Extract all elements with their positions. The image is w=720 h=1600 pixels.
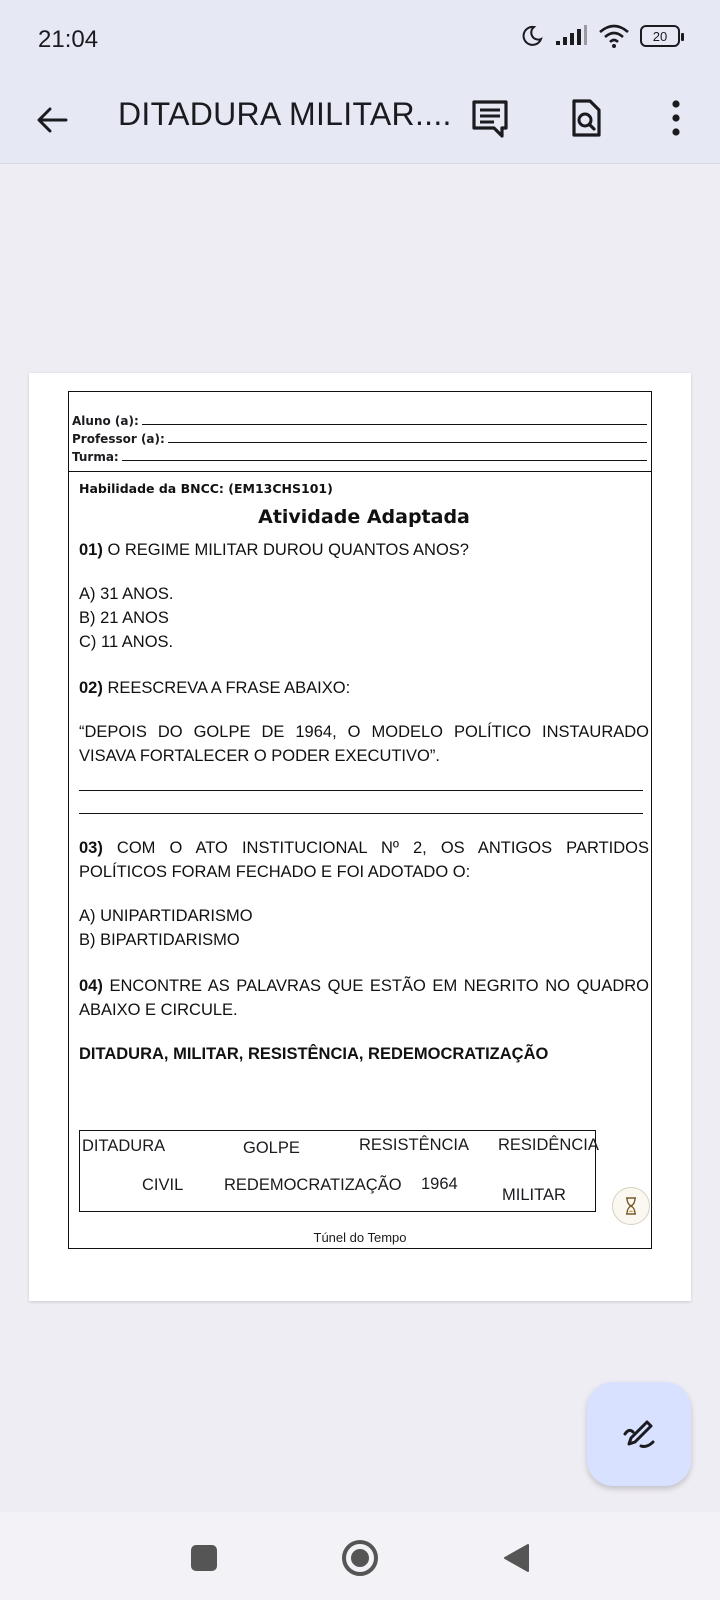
status-time: 21:04 <box>38 26 99 53</box>
battery-icon <box>640 25 680 47</box>
question-3: 03) COM O ATO INSTITUCIONAL Nº 2, OS ANTIGOS PARTIDOS POLÍTICOS FORAM FECHADO E FOI ADOTADO O: <box>79 839 649 881</box>
moon-icon <box>520 24 544 48</box>
recents-button[interactable] <box>184 1538 224 1578</box>
tunel-do-tempo-logo <box>612 1187 650 1225</box>
status-bar <box>0 0 720 78</box>
home-circle-icon <box>341 1539 379 1577</box>
comment-icon <box>470 98 510 138</box>
comments-button[interactable] <box>464 92 516 144</box>
document-title: DITADURA MILITAR.... <box>118 96 452 132</box>
word: DITADURA <box>82 1137 166 1155</box>
search-document-button[interactable] <box>560 92 612 144</box>
signal-icon <box>554 25 588 47</box>
search-document-icon <box>566 98 606 138</box>
word: 1964 <box>421 1175 458 1193</box>
answer-line <box>79 768 643 791</box>
edit-fab[interactable] <box>587 1382 691 1486</box>
q3-option-b: B) BIPARTIDARISMO <box>79 931 240 949</box>
more-vert-icon <box>666 98 686 138</box>
more-options-button[interactable] <box>650 92 702 144</box>
recents-square-icon <box>190 1544 218 1572</box>
word: REDEMOCRATIZAÇÃO <box>224 1176 402 1194</box>
q1-option-a: A) 31 ANOS. <box>79 585 174 603</box>
q1-option-c: C) 11 ANOS. <box>79 633 174 651</box>
class-field: Turma: <box>72 446 647 464</box>
q2-quote: “DEPOIS DO GOLPE DE 1964, O MODELO POLÍTICO INSTAURADO VISAVA FORTALECER O PODER EXECUTIVO”. <box>79 723 649 765</box>
app-bar <box>0 78 720 164</box>
student-info-block <box>69 392 651 472</box>
answer-line <box>79 791 643 814</box>
activity-title: Atividade Adaptada <box>258 506 470 528</box>
word: RESISTÊNCIA <box>359 1136 470 1154</box>
word-search-box <box>79 1130 599 1212</box>
status-icons <box>520 24 680 48</box>
back-button[interactable] <box>30 98 74 142</box>
footer-text: Túnel do Tempo <box>313 1230 407 1245</box>
system-back-button[interactable] <box>496 1538 536 1578</box>
question-2: 02) REESCREVA A FRASE ABAIXO: <box>79 679 351 697</box>
hourglass-icon <box>620 1195 642 1217</box>
bold-words: DITADURA, MILITAR, RESISTÊNCIA, REDEMOCRATIZAÇÃO <box>79 1045 549 1063</box>
document-page[interactable] <box>29 373 691 1301</box>
student-field: Aluno (a): <box>72 410 647 428</box>
q3-option-a: A) UNIPARTIDARISMO <box>79 907 253 925</box>
word: GOLPE <box>243 1139 300 1157</box>
battery-level: 20 <box>652 28 668 44</box>
system-nav-bar <box>0 1512 720 1600</box>
word: RESIDÊNCIA <box>498 1136 599 1154</box>
back-triangle-icon <box>502 1543 530 1573</box>
edit-pen-icon <box>619 1414 659 1454</box>
wifi-icon <box>598 24 630 48</box>
question-1: 01) O REGIME MILITAR DUROU QUANTOS ANOS? <box>79 541 469 559</box>
question-4: 04) ENCONTRE AS PALAVRAS QUE ESTÃO EM NEGRITO NO QUADRO ABAIXO E CIRCULE. <box>79 977 649 1019</box>
teacher-field: Professor (a): <box>72 428 647 446</box>
word: MILITAR <box>502 1186 566 1204</box>
word: CIVIL <box>142 1176 184 1194</box>
bncc-skill: Habilidade da BNCC: (EM13CHS101) <box>79 481 333 496</box>
worksheet-frame <box>68 391 652 1249</box>
q1-option-b: B) 21 ANOS <box>79 609 169 627</box>
back-arrow-icon <box>30 98 74 142</box>
worksheet-content <box>69 472 651 1066</box>
home-button[interactable] <box>340 1538 380 1578</box>
